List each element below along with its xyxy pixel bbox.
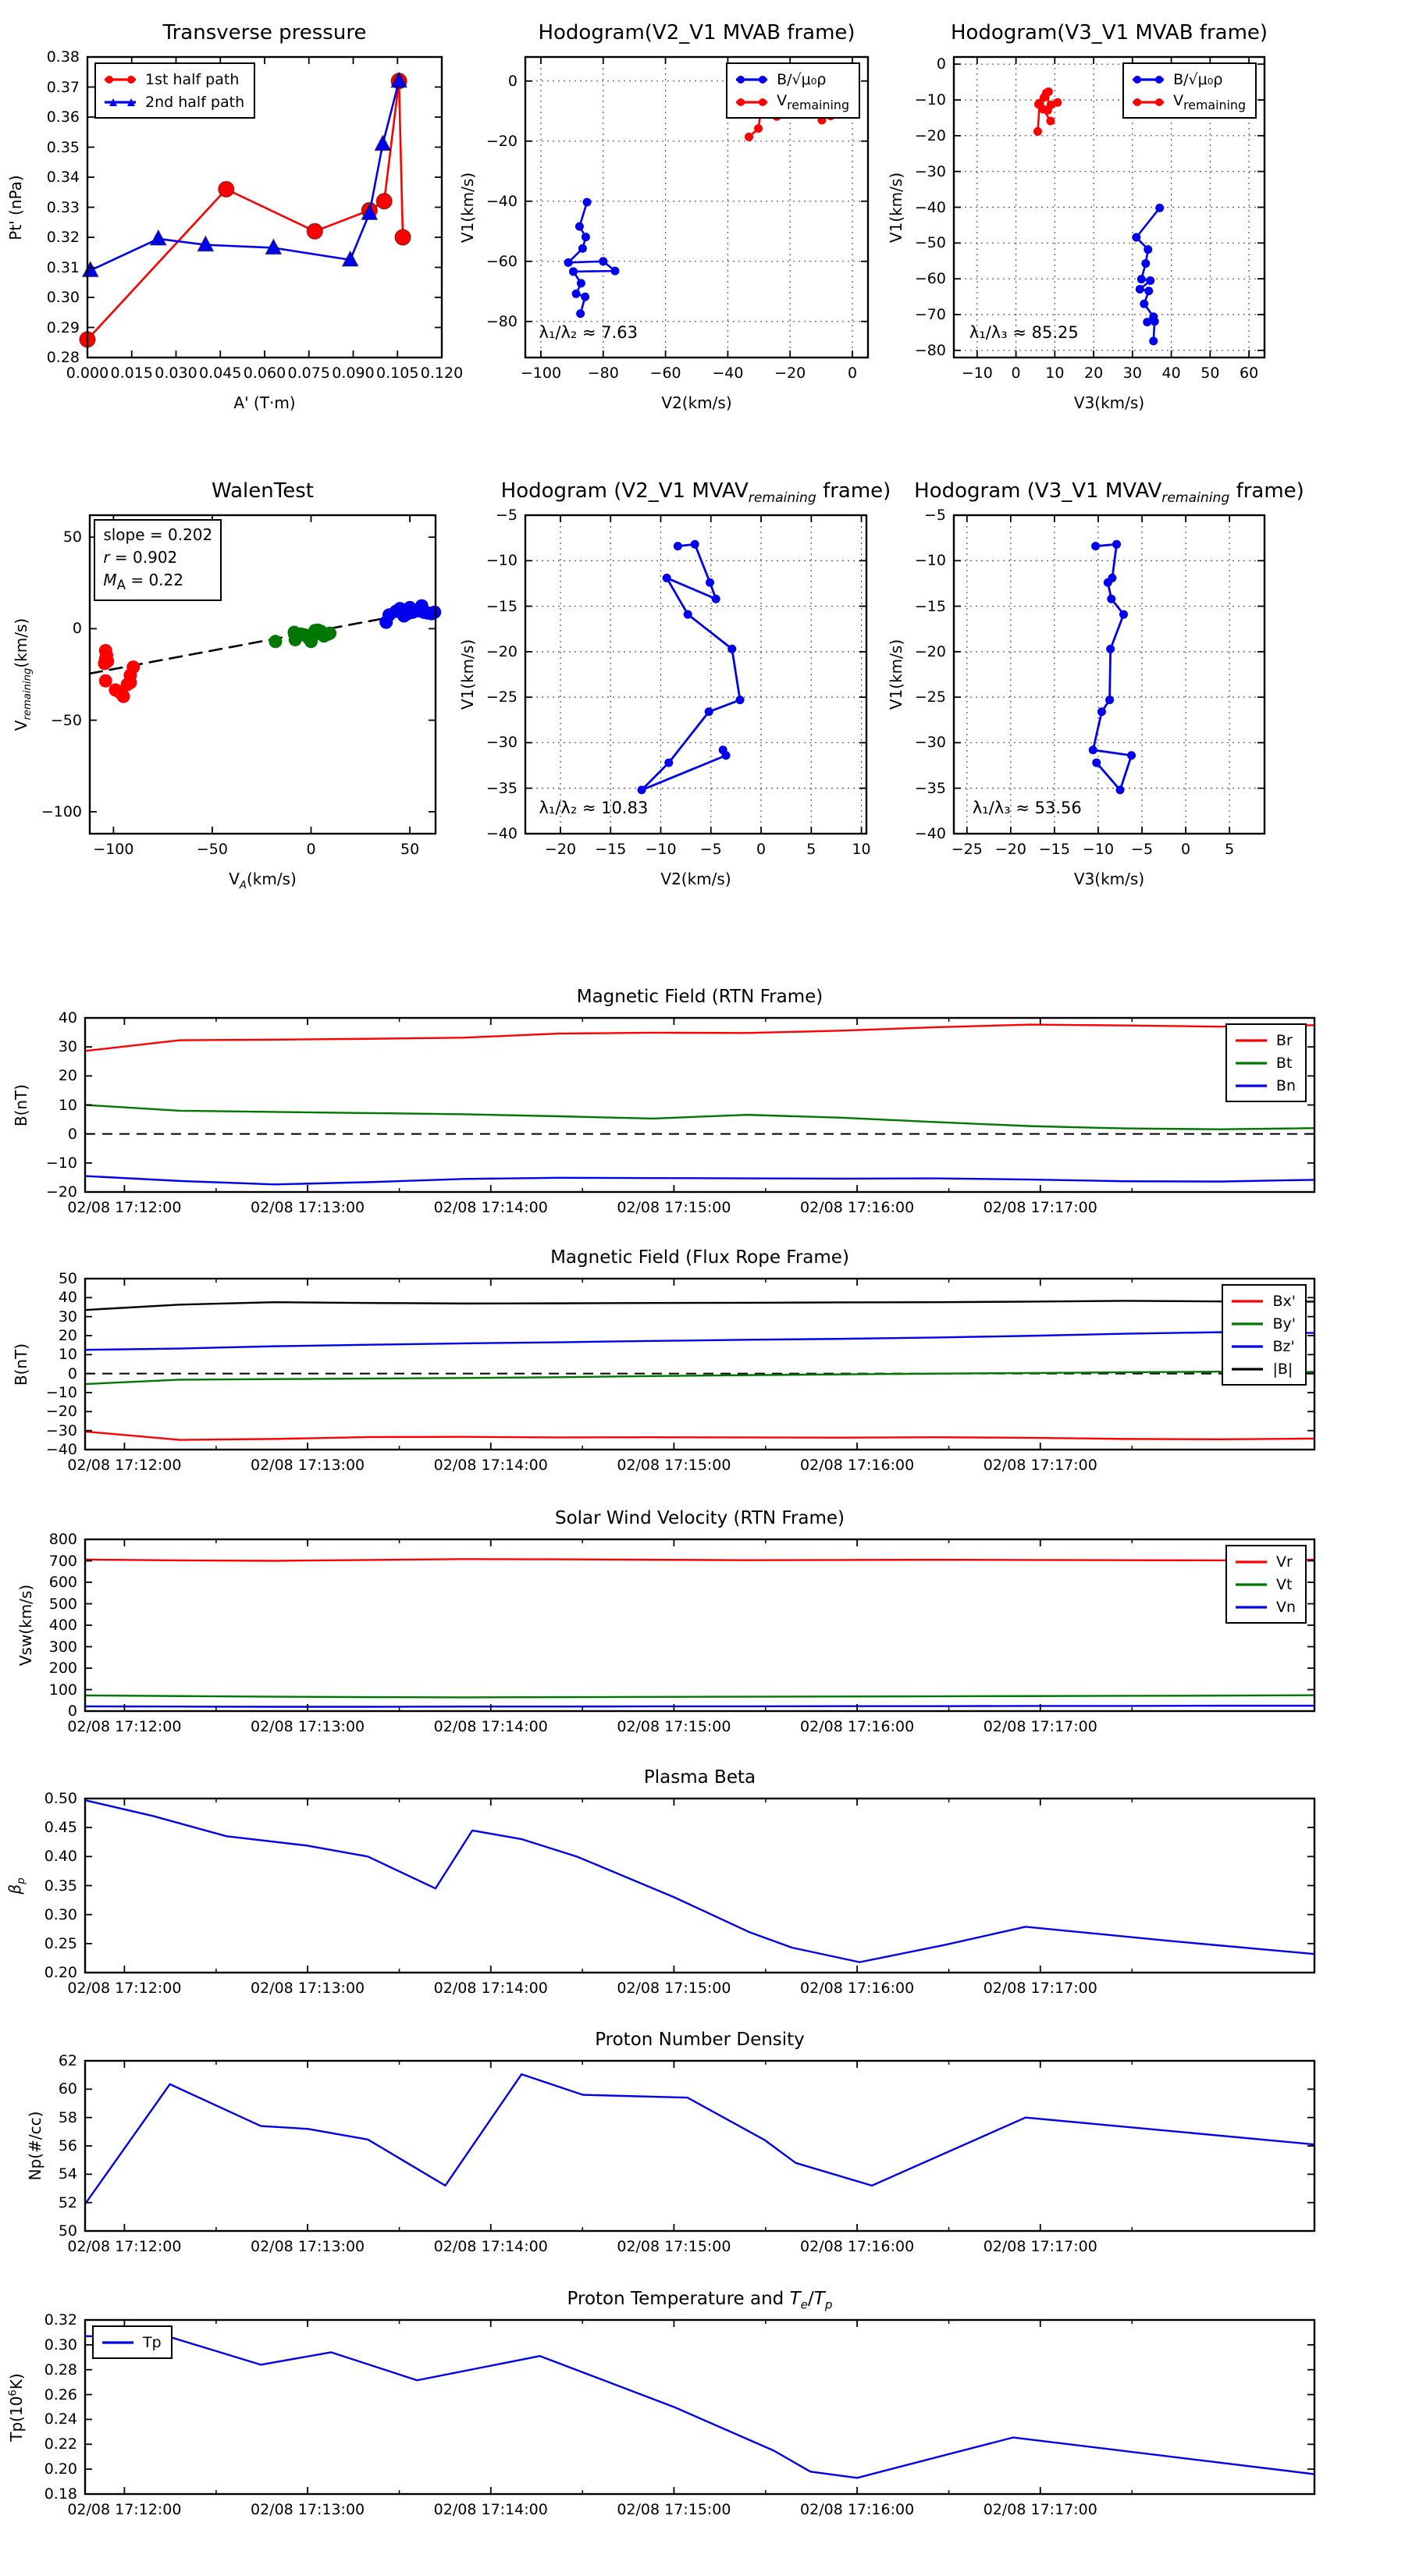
proton-temperature-legend-item: Tp bbox=[143, 2333, 162, 2351]
solar-wind-velocity-ytick: 700 bbox=[48, 1552, 77, 1570]
plasma-beta-ytick: 0.25 bbox=[44, 1934, 77, 1952]
magnetic-field-flux-rope-legend-item: Bz' bbox=[1272, 1337, 1295, 1355]
magnetic-field-rtn-xtick: 02/08 17:13:00 bbox=[250, 1199, 365, 1216]
hodogram-v2v1-mvab-ytick: −20 bbox=[486, 132, 518, 150]
magnetic-field-rtn-canvas bbox=[85, 1018, 1314, 1192]
magnetic-field-flux-rope-ytick: 30 bbox=[58, 1308, 77, 1325]
magnetic-field-flux-rope-xtick: 02/08 17:15:00 bbox=[617, 1457, 731, 1474]
proton-temperature-xtick: 02/08 17:13:00 bbox=[250, 2501, 365, 2518]
proton-number-density-xtick: 02/08 17:14:00 bbox=[433, 2238, 548, 2255]
hodogram-v3v1-mvav-xtick: −20 bbox=[994, 841, 1026, 858]
hodogram-v3v1-mvav-xtick: 5 bbox=[1225, 841, 1235, 858]
hodogram-v3v1-mvav-ytick: −15 bbox=[914, 597, 946, 615]
transverse-pressure-ytick: 0.32 bbox=[46, 229, 80, 246]
proton-number-density-ytick: 52 bbox=[58, 2194, 77, 2211]
hodogram-v3v1-mvav-title: Hodogram (V3_V1 $MVAV_{remaining}$ frame) bbox=[914, 479, 1304, 507]
hodogram-v2v1-mvav-ytick: −15 bbox=[486, 597, 518, 615]
proton-temperature-xtick: 02/08 17:14:00 bbox=[433, 2501, 548, 2518]
magnetic-field-flux-rope-ytick: 10 bbox=[58, 1346, 77, 1364]
hodogram-v3v1-mvab-ylabel: V1(km/s) bbox=[887, 172, 905, 243]
transverse-pressure-xtick: 0.015 bbox=[110, 365, 153, 382]
magnetic-field-flux-rope-xtick: 02/08 17:13:00 bbox=[250, 1457, 365, 1474]
hodogram-v2v1-mvab-legend bbox=[726, 62, 860, 119]
plasma-beta-xtick: 02/08 17:16:00 bbox=[800, 1980, 915, 1997]
plasma-beta-ytick: 0.40 bbox=[44, 1848, 77, 1866]
hodogram-v2v1-mvab-ylabel: V1(km/s) bbox=[458, 172, 477, 243]
proton-temperature-ytick: 0.30 bbox=[44, 2336, 77, 2354]
transverse-pressure-xtick: 0.030 bbox=[155, 365, 197, 382]
plasma-beta-xtick: 02/08 17:13:00 bbox=[250, 1980, 365, 1997]
hodogram-v2v1-mvav-ytick: −35 bbox=[486, 779, 518, 797]
magnetic-field-rtn-legend-item: Bt bbox=[1275, 1054, 1293, 1072]
magnetic-field-rtn-legend-item: Bn bbox=[1275, 1076, 1296, 1094]
hodogram-v3v1-mvav-ytick: −35 bbox=[914, 779, 946, 797]
transverse-pressure-xtick: 0.120 bbox=[420, 365, 464, 382]
magnetic-field-rtn-xtick: 02/08 17:14:00 bbox=[433, 1199, 548, 1216]
proton-temperature-xtick: 02/08 17:12:00 bbox=[67, 2501, 182, 2518]
proton-number-density-ytick: 56 bbox=[58, 2137, 77, 2154]
transverse-pressure-ytick: 0.29 bbox=[46, 318, 80, 336]
hodogram-v3v1-mvab-ytick: 0 bbox=[936, 55, 946, 73]
transverse-pressure-ytick: 0.30 bbox=[46, 289, 80, 306]
hodogram-v2v1-mvav-xtick: −5 bbox=[699, 841, 722, 858]
transverse-pressure-ytick: 0.36 bbox=[46, 109, 80, 126]
magnetic-field-rtn-legend bbox=[1225, 1023, 1307, 1102]
proton-temperature-ytick: 0.20 bbox=[44, 2460, 77, 2478]
magnetic-field-rtn-xtick: 02/08 17:17:00 bbox=[983, 1199, 1097, 1216]
hodogram-v2v1-mvab-legend-item: B/√μ₀ρ bbox=[734, 68, 849, 91]
hodogram-v3v1-mvab-xtick: 60 bbox=[1240, 365, 1259, 382]
proton-temperature-ytick: 0.22 bbox=[44, 2435, 77, 2453]
magnetic-field-flux-rope-ytick: 0 bbox=[67, 1364, 77, 1382]
hodogram-v3v1-mvab-title: Hodogram(V3_V1 MVAB frame) bbox=[950, 21, 1268, 44]
plasma-beta-xtick: 02/08 17:15:00 bbox=[617, 1980, 731, 1997]
hodogram-v2v1-mvab-xtick: −60 bbox=[649, 365, 681, 382]
hodogram-v2v1-mvav-xtick: −10 bbox=[645, 841, 677, 858]
transverse-pressure-xtick: 0.045 bbox=[199, 365, 242, 382]
transverse-pressure-xtick: 0.060 bbox=[243, 365, 286, 382]
proton-temperature-ytick: 0.26 bbox=[44, 2386, 77, 2403]
hodogram-v2v1-mvab-xlabel: V2(km/s) bbox=[661, 393, 732, 412]
hodogram-v2v1-mvav-xtick: 10 bbox=[852, 841, 871, 858]
hodogram-v3v1-mvav-ylabel: V1(km/s) bbox=[887, 639, 905, 710]
walen-test-xlabel: $V_A(km/s)$ bbox=[229, 870, 297, 891]
transverse-pressure-xtick: 0.105 bbox=[376, 365, 419, 382]
solar-wind-velocity-ytick: 300 bbox=[48, 1638, 77, 1656]
magnetic-field-flux-rope-legend-item: |B| bbox=[1272, 1360, 1293, 1378]
magnetic-field-rtn-ytick: 30 bbox=[58, 1038, 77, 1056]
proton-temperature-legend bbox=[92, 2325, 173, 2359]
solar-wind-velocity-ytick: 600 bbox=[48, 1574, 77, 1591]
transverse-pressure-legend bbox=[94, 62, 255, 119]
transverse-pressure-xlabel: A' (T·m) bbox=[233, 393, 296, 412]
proton-number-density-ytick: 60 bbox=[58, 2080, 77, 2098]
plasma-beta-ytick: 0.45 bbox=[44, 1819, 77, 1837]
walen-test-ytick: −100 bbox=[41, 802, 82, 820]
walen-test-ytick: 50 bbox=[62, 528, 82, 546]
magnetic-field-flux-rope-ytick: −20 bbox=[45, 1403, 77, 1421]
hodogram-v3v1-mvav-xlabel: V3(km/s) bbox=[1073, 870, 1145, 888]
solar-wind-velocity-legend-item: Vn bbox=[1275, 1598, 1296, 1616]
plasma-beta-xtick: 02/08 17:17:00 bbox=[983, 1980, 1097, 1997]
transverse-pressure-xtick: 0.000 bbox=[66, 365, 109, 382]
hodogram-v2v1-mvav-xtick: 0 bbox=[756, 841, 767, 858]
proton-number-density-canvas bbox=[85, 2061, 1314, 2231]
magnetic-field-flux-rope-ytick: −30 bbox=[45, 1421, 77, 1439]
solar-wind-velocity-ytick: 800 bbox=[48, 1531, 77, 1548]
magnetic-field-flux-rope-xtick: 02/08 17:12:00 bbox=[67, 1457, 182, 1474]
hodogram-v2v1-mvab-xtick: −20 bbox=[774, 365, 806, 382]
solar-wind-velocity-ytick: 200 bbox=[48, 1660, 77, 1677]
solar-wind-velocity-xtick: 02/08 17:17:00 bbox=[983, 1718, 1097, 1735]
plasma-beta-title: Plasma Beta bbox=[643, 1767, 756, 1788]
proton-temperature-ytick: 0.32 bbox=[44, 2311, 77, 2329]
magnetic-field-flux-rope-ytick: −10 bbox=[45, 1384, 77, 1401]
solar-wind-velocity-ytick: 0 bbox=[67, 1703, 77, 1720]
hodogram-v2v1-mvav-canvas bbox=[525, 515, 866, 834]
hodogram-v2v1-mvav-ytick: −10 bbox=[486, 552, 518, 570]
hodogram-v2v1-mvab-ytick: 0 bbox=[507, 72, 518, 90]
hodogram-v2v1-mvav-ytick: −20 bbox=[486, 642, 518, 660]
hodogram-v3v1-mvab-ytick: −20 bbox=[914, 126, 946, 144]
plasma-beta-ytick: 0.35 bbox=[44, 1877, 77, 1895]
transverse-pressure-ylabel: Pt' (nPa) bbox=[6, 174, 25, 240]
transverse-pressure-legend-item: 1st half path bbox=[102, 68, 244, 91]
hodogram-v3v1-mvav-canvas bbox=[954, 515, 1264, 834]
hodogram-v3v1-mvab-ytick: −60 bbox=[914, 270, 946, 288]
magnetic-field-rtn-ytick: 20 bbox=[58, 1067, 77, 1085]
plasma-beta-ytick: 0.20 bbox=[44, 1964, 77, 1981]
solar-wind-velocity-xtick: 02/08 17:13:00 bbox=[250, 1718, 365, 1735]
solar-wind-velocity-ytick: 500 bbox=[48, 1595, 77, 1613]
hodogram-v2v1-mvab-annotation: λ₁/λ₂ ≈ 7.63 bbox=[539, 322, 638, 342]
magnetic-field-rtn-ylabel: B(nT) bbox=[12, 1083, 30, 1126]
transverse-pressure-ytick: 0.33 bbox=[46, 198, 80, 216]
hodogram-v2v1-mvav-ytick: −5 bbox=[495, 507, 518, 524]
transverse-pressure-ytick: 0.35 bbox=[46, 138, 80, 156]
hodogram-v3v1-mvab-legend-item: B/√μ₀ρ bbox=[1130, 68, 1246, 91]
proton-temperature-ytick: 0.28 bbox=[44, 2361, 77, 2379]
transverse-pressure-legend-item: 2nd half path bbox=[102, 91, 244, 113]
magnetic-field-flux-rope-ytick: 40 bbox=[58, 1289, 77, 1307]
solar-wind-velocity-legend bbox=[1225, 1545, 1307, 1624]
hodogram-v3v1-mvav-ytick: −40 bbox=[914, 825, 946, 842]
hodogram-v3v1-mvav-ytick: −10 bbox=[914, 552, 946, 570]
magnetic-field-rtn-title: Magnetic Field (RTN Frame) bbox=[576, 987, 823, 1007]
hodogram-v3v1-mvav-xtick: −15 bbox=[1038, 841, 1070, 858]
transverse-pressure-ytick: 0.31 bbox=[46, 258, 80, 276]
hodogram-v2v1-mvav-xtick: −15 bbox=[595, 841, 627, 858]
proton-temperature-title: Proton Temperature and $T_e/T_p$ bbox=[567, 2289, 833, 2312]
hodogram-v3v1-mvab-ytick: −40 bbox=[914, 198, 946, 216]
transverse-pressure-ytick: 0.34 bbox=[46, 169, 80, 186]
hodogram-v3v1-mvav-xtick: −5 bbox=[1131, 841, 1154, 858]
hodogram-v3v1-mvab-ytick: −80 bbox=[914, 341, 946, 359]
solar-wind-velocity-title: Solar Wind Velocity (RTN Frame) bbox=[554, 1508, 845, 1528]
hodogram-v2v1-mvav-title: Hodogram (V2_V1 $MVAV_{remaining}$ frame) bbox=[500, 479, 891, 507]
proton-number-density-title: Proton Number Density bbox=[595, 2030, 805, 2050]
magnetic-field-flux-rope-ytick: 50 bbox=[58, 1270, 77, 1287]
transverse-pressure-xtick: 0.075 bbox=[287, 365, 330, 382]
walen-test-xtick: 50 bbox=[400, 841, 420, 858]
hodogram-v3v1-mvab-ytick: −70 bbox=[914, 306, 946, 323]
magnetic-field-flux-rope-legend bbox=[1222, 1284, 1307, 1386]
hodogram-v3v1-mvav-ytick: −25 bbox=[914, 688, 946, 706]
magnetic-field-rtn-ytick: −10 bbox=[45, 1154, 77, 1172]
hodogram-v3v1-mvab-legend bbox=[1122, 62, 1257, 119]
walen-test-ylabel: $V_{remaining}(km/s)$ bbox=[12, 617, 34, 731]
hodogram-v2v1-mvav-annotation: λ₁/λ₂ ≈ 10.83 bbox=[539, 799, 649, 818]
hodogram-v3v1-mvab-ytick: −50 bbox=[914, 234, 946, 252]
hodogram-v3v1-mvab-xtick: 0 bbox=[1011, 365, 1021, 382]
magnetic-field-flux-rope-ytick: 20 bbox=[58, 1327, 77, 1344]
transverse-pressure-ytick: 0.38 bbox=[46, 48, 80, 66]
magnetic-field-rtn-ytick: 10 bbox=[58, 1096, 77, 1114]
walen-test-stats-box: slope = 0.202 r = 0.902 $M_A = 0.22$ bbox=[94, 519, 222, 601]
hodogram-v3v1-mvab-annotation: λ₁/λ₃ ≈ 85.25 bbox=[969, 322, 1079, 342]
solar-wind-velocity-ytick: 100 bbox=[48, 1681, 77, 1699]
hodogram-v2v1-mvav-xtick: 5 bbox=[806, 841, 816, 858]
magnetic-field-rtn-legend-item: Br bbox=[1275, 1031, 1293, 1049]
plasma-beta-canvas bbox=[85, 1799, 1314, 1973]
proton-number-density-xtick: 02/08 17:16:00 bbox=[800, 2238, 915, 2255]
plasma-beta-ytick: 0.50 bbox=[44, 1790, 77, 1807]
solar-wind-velocity-xtick: 02/08 17:14:00 bbox=[433, 1718, 548, 1735]
transverse-pressure-title: Transverse pressure bbox=[162, 21, 367, 44]
proton-temperature-ylabel: $Tp(10^6K)$ bbox=[7, 2372, 26, 2442]
proton-temperature-ytick: 0.18 bbox=[44, 2485, 77, 2503]
hodogram-v3v1-mvab-xtick: 10 bbox=[1045, 365, 1065, 382]
magnetic-field-flux-rope-ylabel: B(nT) bbox=[12, 1343, 30, 1386]
hodogram-v3v1-mvab-ytick: −10 bbox=[914, 91, 946, 109]
proton-temperature-ytick: 0.24 bbox=[44, 2411, 77, 2428]
solar-wind-velocity-xtick: 02/08 17:15:00 bbox=[617, 1718, 731, 1735]
hodogram-v3v1-mvab-xlabel: V3(km/s) bbox=[1073, 393, 1145, 412]
magnetic-field-rtn-xtick: 02/08 17:15:00 bbox=[617, 1199, 731, 1216]
magnetic-field-rtn-ytick: 0 bbox=[67, 1125, 77, 1143]
solar-wind-velocity-ytick: 400 bbox=[48, 1617, 77, 1634]
proton-number-density-xtick: 02/08 17:12:00 bbox=[67, 2238, 182, 2255]
solar-wind-velocity-canvas bbox=[85, 1539, 1314, 1711]
hodogram-v3v1-mvab-xtick: 30 bbox=[1122, 365, 1142, 382]
hodogram-v2v1-mvab-xtick: −100 bbox=[520, 365, 562, 382]
hodogram-v3v1-mvav-ytick: −30 bbox=[914, 734, 946, 752]
hodogram-v2v1-mvav-ytick: −40 bbox=[486, 825, 518, 842]
transverse-pressure-ytick: 0.37 bbox=[46, 78, 80, 96]
proton-temperature-canvas bbox=[85, 2320, 1314, 2494]
proton-temperature-xtick: 02/08 17:17:00 bbox=[983, 2501, 1097, 2518]
hodogram-v3v1-mvav-ytick: −5 bbox=[923, 507, 946, 524]
magnetic-field-rtn-ytick: −20 bbox=[45, 1183, 77, 1201]
proton-number-density-ytick: 58 bbox=[58, 2108, 77, 2126]
proton-number-density-ytick: 62 bbox=[58, 2052, 77, 2069]
hodogram-v3v1-mvab-xtick: 20 bbox=[1084, 365, 1104, 382]
proton-number-density-ytick: 54 bbox=[58, 2165, 77, 2183]
plasma-beta-xtick: 02/08 17:14:00 bbox=[433, 1980, 548, 1997]
proton-number-density-xtick: 02/08 17:15:00 bbox=[617, 2238, 731, 2255]
plasma-beta-ylabel: $\beta_p$ bbox=[5, 1877, 27, 1895]
hodogram-v3v1-mvab-ytick: −30 bbox=[914, 162, 946, 180]
walen-test-title: WalenTest bbox=[212, 479, 314, 503]
solar-wind-velocity-xtick: 02/08 17:16:00 bbox=[800, 1718, 915, 1735]
magnetic-field-rtn-ytick: 40 bbox=[58, 1009, 77, 1026]
magnetic-field-rtn-xtick: 02/08 17:12:00 bbox=[67, 1199, 182, 1216]
walen-test-ytick: −50 bbox=[50, 711, 82, 729]
magnetic-field-flux-rope-xtick: 02/08 17:14:00 bbox=[433, 1457, 548, 1474]
proton-number-density-ytick: 50 bbox=[58, 2222, 77, 2240]
hodogram-v2v1-mvab-ytick: −60 bbox=[486, 252, 518, 270]
solar-wind-velocity-xtick: 02/08 17:12:00 bbox=[67, 1718, 182, 1735]
walen-test-xtick: −100 bbox=[93, 841, 134, 858]
walen-test-ytick: 0 bbox=[72, 620, 82, 638]
proton-number-density-ylabel: Np(#/cc) bbox=[26, 2111, 44, 2181]
solar-wind-velocity-ylabel: Vsw(km/s) bbox=[16, 1584, 35, 1667]
magnetic-field-flux-rope-legend-item: Bx' bbox=[1272, 1292, 1296, 1310]
proton-number-density-xtick: 02/08 17:13:00 bbox=[250, 2238, 365, 2255]
walen-test-xtick: 0 bbox=[306, 841, 316, 858]
hodogram-v3v1-mvav-xtick: 0 bbox=[1181, 841, 1191, 858]
magnetic-field-rtn-xtick: 02/08 17:16:00 bbox=[800, 1199, 915, 1216]
hodogram-v3v1-mvav-ytick: −20 bbox=[914, 642, 946, 660]
magnetic-field-flux-rope-canvas bbox=[85, 1279, 1314, 1450]
hodogram-v2v1-mvav-xlabel: V2(km/s) bbox=[660, 870, 731, 888]
proton-number-density-xtick: 02/08 17:17:00 bbox=[983, 2238, 1097, 2255]
hodogram-v2v1-mvab-ytick: −80 bbox=[486, 312, 518, 330]
plasma-beta-xtick: 02/08 17:12:00 bbox=[67, 1980, 182, 1997]
walen-test-xtick: −50 bbox=[196, 841, 228, 858]
magnetic-field-flux-rope-xtick: 02/08 17:16:00 bbox=[800, 1457, 915, 1474]
hodogram-v2v1-mvab-xtick: 0 bbox=[847, 365, 858, 382]
hodogram-v3v1-mvab-legend-item: $V_{remaining}$ bbox=[1130, 91, 1246, 113]
hodogram-v2v1-mvab-title: Hodogram(V2_V1 MVAB frame) bbox=[538, 21, 855, 44]
hodogram-v2v1-mvav-ytick: −30 bbox=[486, 734, 518, 752]
hodogram-v2v1-mvab-xtick: −80 bbox=[587, 365, 619, 382]
hodogram-v3v1-mvav-xtick: −10 bbox=[1082, 841, 1115, 858]
solar-wind-velocity-legend-item: Vt bbox=[1275, 1575, 1293, 1593]
magnetic-field-flux-rope-title: Magnetic Field (Flux Rope Frame) bbox=[550, 1247, 849, 1268]
plasma-beta-ytick: 0.30 bbox=[44, 1905, 77, 1923]
hodogram-v3v1-mvav-annotation: λ₁/λ₃ ≈ 53.56 bbox=[972, 799, 1082, 818]
magnetic-field-flux-rope-ytick: −40 bbox=[45, 1441, 77, 1458]
hodogram-v3v1-mvav-xtick: −25 bbox=[951, 841, 983, 858]
magnetic-field-flux-rope-xtick: 02/08 17:17:00 bbox=[983, 1457, 1097, 1474]
transverse-pressure-ytick: 0.28 bbox=[46, 349, 80, 366]
hodogram-v2v1-mvab-xtick: −40 bbox=[712, 365, 744, 382]
solar-wind-velocity-legend-item: Vr bbox=[1275, 1553, 1293, 1571]
hodogram-v2v1-mvab-legend-item: $V_{remaining}$ bbox=[734, 91, 849, 113]
hodogram-v2v1-mvav-xtick: −20 bbox=[544, 841, 577, 858]
hodogram-v3v1-mvab-xtick: 40 bbox=[1161, 365, 1181, 382]
hodogram-v3v1-mvab-xtick: 50 bbox=[1200, 365, 1220, 382]
magnetic-field-flux-rope-legend-item: By' bbox=[1272, 1315, 1296, 1332]
hodogram-v2v1-mvav-ylabel: V1(km/s) bbox=[458, 639, 477, 710]
hodogram-v2v1-mvav-ytick: −25 bbox=[486, 688, 518, 706]
proton-temperature-xtick: 02/08 17:16:00 bbox=[800, 2501, 915, 2518]
hodogram-v3v1-mvab-xtick: −10 bbox=[961, 365, 993, 382]
hodogram-v2v1-mvab-ytick: −40 bbox=[486, 192, 518, 210]
transverse-pressure-xtick: 0.090 bbox=[332, 365, 375, 382]
proton-temperature-xtick: 02/08 17:15:00 bbox=[617, 2501, 731, 2518]
